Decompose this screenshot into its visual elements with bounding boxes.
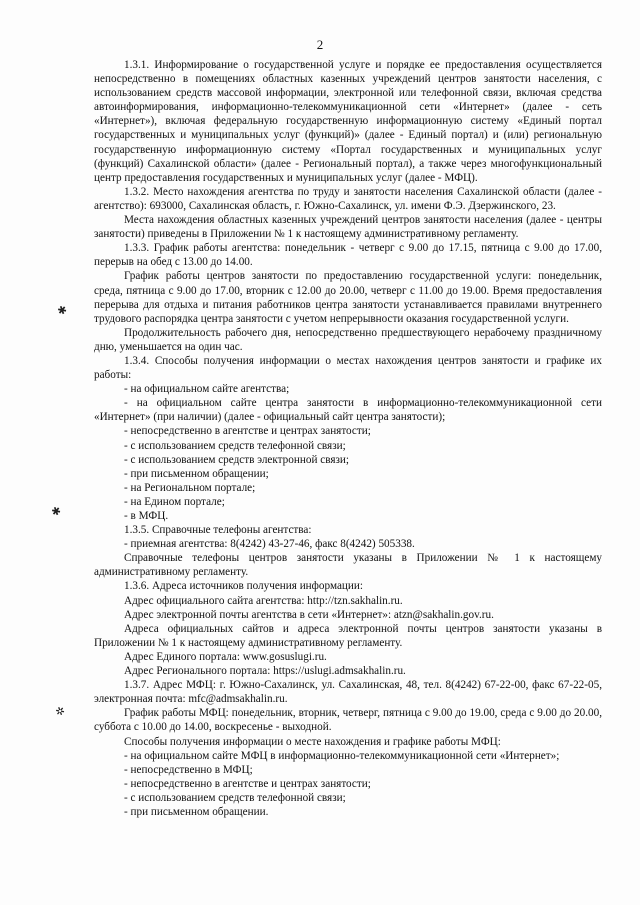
paragraph: Справочные телефоны центров занятости указаны в Приложении № 1 к настоящему административному регламенту. <box>94 552 602 579</box>
paragraph: Адрес Регионального портала: https://uslugi.admsakhalin.ru. <box>124 665 406 678</box>
list-item: - на Региональном портале; <box>124 481 256 494</box>
list-item: - непосредственно в МФЦ; <box>124 763 253 776</box>
paragraph: График работы МФЦ: понедельник, вторник, четверг, пятница с 9.00 до 19.00, среда с 9.00 до 20.00, суббота с 10.00 до 14.00, воскресенье - выходной. <box>94 707 602 734</box>
margin-mark-icon: ✱ <box>56 303 69 319</box>
list-item: - на официальном сайте агентства; <box>124 383 290 396</box>
list-item: - при письменном обращении; <box>124 467 269 480</box>
paragraph: 1.3.6. Адреса источников получения информации: <box>124 580 363 593</box>
list-item: - непосредственно в агентстве и центрах занятости; <box>124 425 371 438</box>
list-item: - на официальном сайте МФЦ в информационно-телекоммуникационной сети «Интернет»; <box>124 749 560 762</box>
margin-mark-icon: ✱ <box>50 504 63 520</box>
list-item: - непосредственно в агентстве и центрах занятости; <box>124 777 371 790</box>
paragraph: 1.3.5. Справочные телефоны агентства: <box>124 524 312 537</box>
paragraph: Адрес официального сайта агентства: http://tzn.sakhalin.ru. <box>124 594 403 607</box>
list-item: - на официальном сайте центра занятости в информационно-телекоммуникационной сети «Интернет» (при наличии) (далее - официальный сайт центра занятости); <box>94 397 602 424</box>
list-item: - с использованием средств телефонной связи; <box>124 439 346 452</box>
paragraph: 1.3.3. График работы агентства: понедельник - четверг с 9.00 до 17.15, пятница с 9.00 до 17.00, перерыв на обед с 13.00 до 14.00. <box>94 242 602 269</box>
paragraph: Места нахождения областных казенных учреждений центров занятости населения (далее - центры занятости) приведены в Приложении № 1 к настоящему административному регламенту. <box>94 214 602 241</box>
page-number: 2 <box>316 37 324 52</box>
paragraph: Способы получения информации о месте нахождения и графике работы МФЦ: <box>124 735 501 748</box>
paragraph: 1.3.2. Место нахождения агентства по труду и занятости населения Сахалинской области (далее - агентство): 693000, Сахалинская область, г. Южно-Сахалинск, ул. имени Ф.Э. Дзержинского, 23. <box>94 185 602 212</box>
margin-mark-icon: ✲ <box>54 704 67 720</box>
list-item: - при письменном обращении. <box>124 805 269 818</box>
paragraph: Адреса официальных сайтов и адреса электронной почты центров занятости указаны в Приложении № 1 к настоящему административному регламенту. <box>94 622 602 649</box>
paragraph: 1.3.4. Способы получения информации о местах нахождения центров занятости и графике их работы: <box>94 354 602 382</box>
paragraph: График работы центров занятости по предоставлению государственной услуги: понедельник, среда, пятница с 9.00 до 17.00, вторник с 12.00 до 20.00, четверг с 11.00 до 19.00. Время предоставления перерыва для отдыха и питания работников центра занятости устанавливается правилами внутреннего трудового распорядка центра занятости с учетом непрерывности оказания государственной услуги. <box>94 270 602 325</box>
list-item: - на Едином портале; <box>124 495 225 508</box>
list-item: - с использованием средств телефонной связи; <box>124 791 346 804</box>
paragraph: 1.3.1. Информирование о государственной услуге и порядке ее предоставления осуществляется непосредственно в помещениях областных казенных учреждений центров занятости населения, с использованием средств массовой информации, электронной или телефонной связи, включая средства автоинформирования, информационно-телекоммуникационной сети «Интернет» (далее - сеть «Интернет»), включая федеральную государственную информационную систему «Единый портал государственных и муниципальных услуг (функций)» (далее - Единый портал) и (или) региональную государственную информационную систему «Портал государственных и муниципальных услуг (функций) Сахалинской области» (далее - Региональный портал), а также через многофункциональный центр предоставления государственных и муниципальных услуг (далее - МФЦ). <box>94 59 602 184</box>
paragraph: Адрес электронной почты агентства в сети «Интернет»: atzn@sakhalin.gov.ru. <box>124 608 494 621</box>
paragraph: 1.3.7. Адрес МФЦ: г. Южно-Сахалинск, ул. Сахалинская, 48, тел. 8(4242) 67-22-00, факс 67-22-05, электронная почта: mfc@admsakhalin.ru. <box>94 679 602 706</box>
list-item: - с использованием средств электронной связи; <box>124 453 349 466</box>
paragraph: Адрес Единого портала: www.gosuslugi.ru. <box>124 650 327 663</box>
document-body <box>94 58 602 819</box>
paragraph: Продолжительность рабочего дня, непосредственно предшествующего нерабочему праздничному дню, уменьшается на один час. <box>94 326 602 353</box>
list-item: - в МФЦ. <box>124 510 169 522</box>
list-item: - приемная агентства: 8(4242) 43-27-46, факс 8(4242) 505338. <box>124 538 415 551</box>
